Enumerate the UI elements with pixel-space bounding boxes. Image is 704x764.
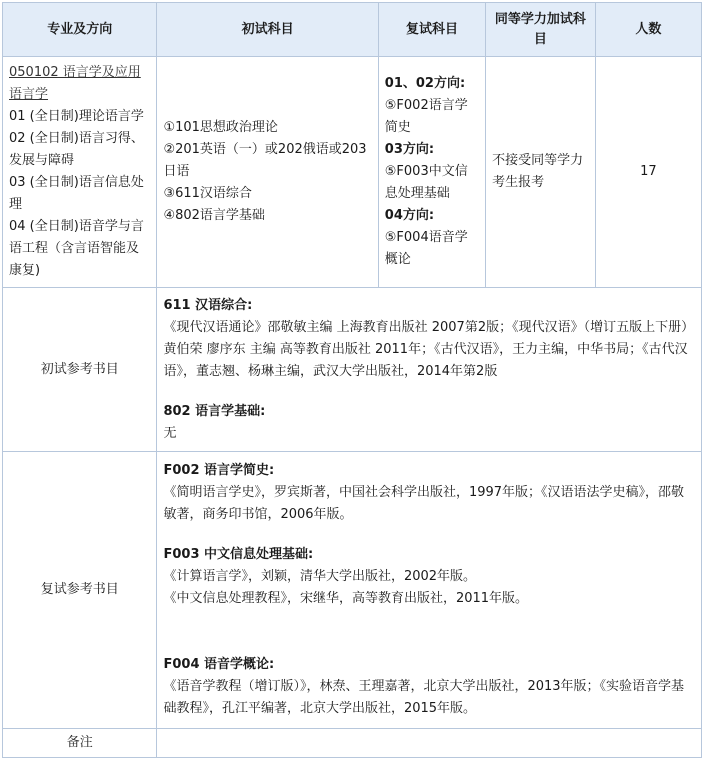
header-equivalent-subjects: 同等学力加试科目 — [486, 3, 596, 57]
header-retest-subjects: 复试科目 — [378, 3, 485, 57]
book-list: 《计算语言学》，刘颖，清华大学出版社，2002年版。 — [163, 569, 477, 584]
retest-subjects-cell — [378, 57, 485, 288]
equivalent-cell: 不接受同等学力考生报考 — [486, 57, 596, 288]
major-code: 050102 语言学及应用语言学 — [9, 65, 141, 102]
table-row — [3, 57, 702, 288]
retest-group-title: 01、02方向: — [384, 76, 466, 91]
initial-books-cell — [157, 288, 702, 452]
exam-subject-table — [2, 2, 702, 758]
direction-item: 04 (全日制)语音学与言语工程（含言语智能及康复) — [9, 219, 144, 278]
note-label: 备注 — [3, 729, 157, 758]
retest-group-title: 04方向: — [384, 208, 435, 223]
book-list: 《语音学教程（增订版）》，林焘、王理嘉著，北京大学出版社，2013年版；《实验语音学基础教程》，孔江平编著，北京大学出版社，2015年版。 — [163, 679, 685, 716]
book-subject-title: F003 中文信息处理基础: — [163, 547, 314, 562]
initial-subject: ①101思想政治理论 — [163, 120, 278, 135]
book-subject-title: 802 语言学基础: — [163, 403, 266, 419]
retest-subject: ⑤F003中文信息处理基础 — [384, 164, 468, 201]
initial-subject: ③611汉语综合 — [163, 186, 252, 201]
count-cell: 17 — [595, 57, 701, 288]
header-initial-subjects: 初试科目 — [157, 3, 378, 57]
major-cell — [3, 57, 157, 288]
retest-subject: ⑤F004语音学概论 — [384, 230, 468, 267]
retest-subject: ⑤F002语言学简史 — [384, 98, 468, 135]
book-list: 无 — [163, 425, 177, 441]
initial-books-row — [3, 288, 702, 452]
retest-books-label: 复试参考书目 — [3, 452, 157, 729]
header-count: 人数 — [595, 3, 701, 57]
book-subject-title: F004 语音学概论: — [163, 657, 275, 672]
direction-item: 02 (全日制)语言习得、发展与障碍 — [9, 131, 144, 168]
retest-books-row — [3, 452, 702, 729]
initial-books-label: 初试参考书目 — [3, 288, 157, 452]
note-row — [3, 729, 702, 758]
note-value — [157, 729, 702, 758]
header-major: 专业及方向 — [3, 3, 157, 57]
initial-subject: ④802语言学基础 — [163, 208, 265, 223]
retest-books-cell — [157, 452, 702, 729]
book-subject-title: 611 汉语综合: — [163, 297, 253, 313]
book-list: 《简明语言学史》，罗宾斯著，中国社会科学出版社，1997年版；《汉语语法学史稿》，邵敬敏著，商务印书馆，2006年版。 — [163, 485, 685, 522]
book-list: 《中文信息处理教程》，宋继华，高等教育出版社，2011年版。 — [163, 591, 529, 606]
initial-subjects-cell — [157, 57, 378, 288]
book-subject-title: F002 语言学简史: — [163, 463, 275, 478]
table-header-row — [3, 3, 702, 57]
direction-item: 01 (全日制)理论语言学 — [9, 109, 144, 124]
book-list: 《现代汉语通论》邵敬敏主编 上海教育出版社 2007第2版；《现代汉语》（增订五版上下册）黄伯荣 廖序东 主编 高等教育出版社 2011年；《古代汉语》，王力主编，中华书局；《古代汉语》，董志翘、杨琳主编，武汉大学出版社，2014年第2版 — [163, 319, 695, 379]
initial-subject: ②201英语（一）或202俄语或203日语 — [163, 142, 367, 179]
direction-item: 03 (全日制)语言信息处理 — [9, 175, 144, 212]
retest-group-title: 03方向: — [384, 142, 435, 157]
